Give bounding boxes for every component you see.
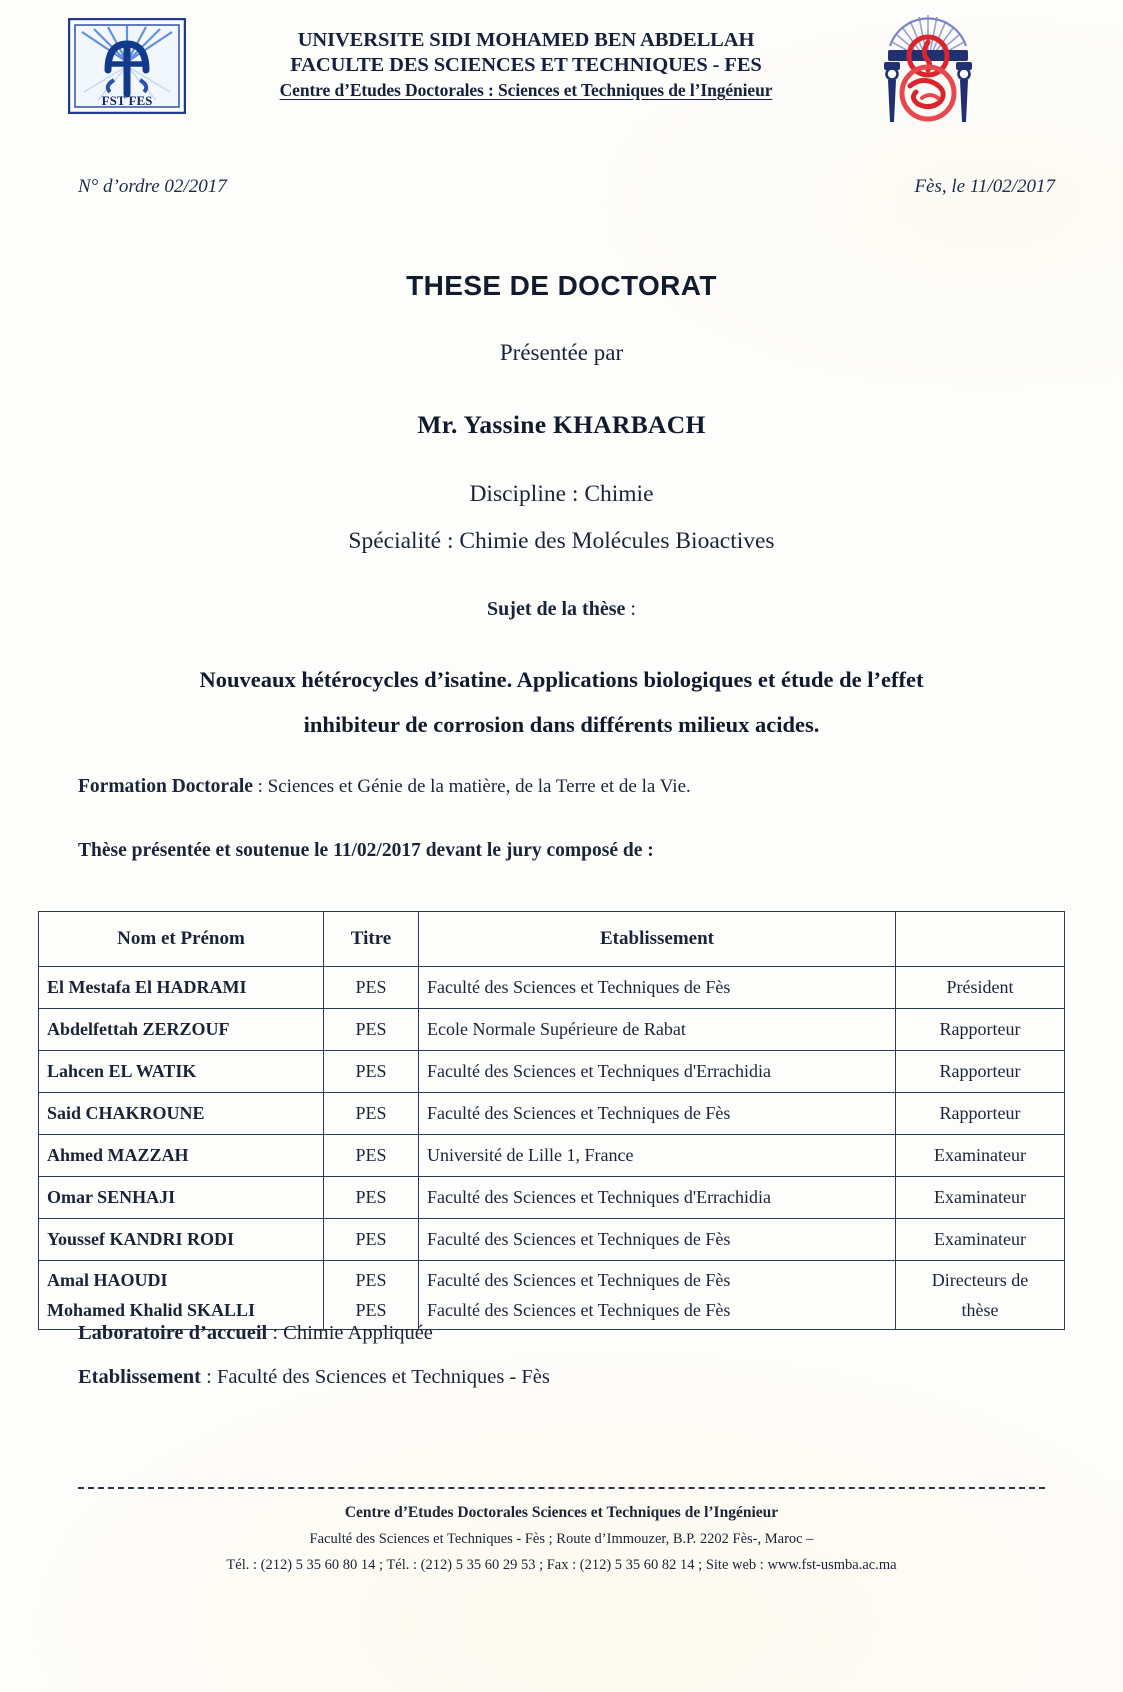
jury-role: Rapporteur: [896, 1093, 1065, 1135]
establishment-label: Etablissement: [78, 1366, 201, 1388]
doctoral-formation-label: Formation Doctorale: [78, 776, 253, 797]
table-row: [39, 1135, 1065, 1177]
thesis-director-name-2: Mohamed Khalid SKALLI: [47, 1300, 256, 1320]
document-footer: [0, 1500, 1123, 1578]
table-row: [39, 1219, 1065, 1261]
table-header-row: [39, 912, 1065, 967]
thesis-directors-titles: [324, 1261, 419, 1330]
usmba-university-crest: [866, 6, 990, 128]
footer-divider: [78, 1487, 1045, 1489]
table-row: [39, 1009, 1065, 1051]
jury-title: PES: [324, 1177, 419, 1219]
table-row: [39, 1177, 1065, 1219]
host-laboratory-row: [78, 1322, 433, 1345]
establishment-row: [78, 1366, 550, 1389]
thesis-director-title-1: PES: [355, 1270, 387, 1290]
jury-role: Rapporteur: [896, 1051, 1065, 1093]
speciality-line: Spécialité : Chimie des Molécules Bioactives: [348, 528, 775, 554]
column-header-nom: Nom et Prénom: [39, 912, 324, 967]
faculty-name: FACULTE DES SCIENCES ET TECHNIQUES - FES: [290, 54, 762, 76]
discipline-line: Discipline : Chimie: [469, 481, 654, 507]
order-number: N° d’ordre 02/2017: [78, 176, 227, 197]
jury-name: El Mestafa El HADRAMI: [39, 967, 324, 1009]
jury-title: PES: [324, 1051, 419, 1093]
defense-statement: Thèse présentée et soutenue le 11/02/2017 devant le jury composé de :: [78, 840, 654, 861]
jury-name: Said CHAKROUNE: [39, 1093, 324, 1135]
thesis-director-role-line-2: thèse: [961, 1300, 999, 1320]
jury-establishment: Université de Lille 1, France: [419, 1135, 896, 1177]
jury-role: Président: [896, 967, 1065, 1009]
host-laboratory-value: : Chimie Appliquée: [267, 1322, 433, 1344]
jury-role: Examinateur: [896, 1219, 1065, 1261]
jury-establishment: Faculté des Sciences et Techniques de Fès: [419, 967, 896, 1009]
doctoral-formation-row: [78, 776, 691, 798]
jury-title: PES: [324, 967, 419, 1009]
presented-by-label: Présentée par: [499, 340, 624, 365]
jury-role: Examinateur: [896, 1177, 1065, 1219]
column-header-titre: Titre: [324, 912, 419, 967]
jury-role: Rapporteur: [896, 1009, 1065, 1051]
fst-fes-logo: [68, 18, 186, 114]
thesis-subject-label-text: Sujet de la thèse: [487, 598, 626, 620]
jury-name: Ahmed MAZZAH: [39, 1135, 324, 1177]
thesis-subject-label-colon: :: [625, 598, 636, 620]
thesis-directors-establishments: [419, 1261, 896, 1330]
doctoral-formation-value: : Sciences et Génie de la matière, de la Terre et de la Vie.: [252, 776, 691, 797]
thesis-director-name-1: Amal HAOUDI: [47, 1270, 168, 1290]
fst-fes-logo-text: FST FES: [101, 93, 153, 108]
jury-name: Abdelfettah ZERZOUF: [39, 1009, 324, 1051]
jury-name: Youssef KANDRI RODI: [39, 1219, 324, 1261]
jury-establishment: Ecole Normale Supérieure de Rabat: [419, 1009, 896, 1051]
table-row: [39, 1093, 1065, 1135]
jury-title: PES: [324, 1135, 419, 1177]
jury-establishment: Faculté des Sciences et Techniques de Fès: [419, 1219, 896, 1261]
jury-name: Omar SENHAJI: [39, 1177, 324, 1219]
table-row: [39, 967, 1065, 1009]
table-row: [39, 1051, 1065, 1093]
thesis-directors-names: [39, 1261, 324, 1330]
thesis-directors-role: [896, 1261, 1065, 1330]
column-header-role: [896, 912, 1065, 967]
column-header-etablissement: Etablissement: [419, 912, 896, 967]
candidate-name: Mr. Yassine KHARBACH: [417, 410, 706, 439]
jury-role: Examinateur: [896, 1135, 1065, 1177]
thesis-subject-label: [0, 598, 1123, 621]
thesis-director-establishment-1: Faculté des Sciences et Techniques de Fès: [427, 1270, 731, 1290]
footer-center-name: Centre d’Etudes Doctorales Sciences et Techniques de l’Ingénieur: [344, 1504, 779, 1521]
doctoral-center-name: Centre d’Etudes Doctorales : Sciences et Techniques de l’Ingénieur: [279, 80, 773, 100]
jury-name: Lahcen EL WATIK: [39, 1051, 324, 1093]
thesis-director-title-2: PES: [355, 1300, 387, 1320]
jury-establishment: Faculté des Sciences et Techniques de Fès: [419, 1093, 896, 1135]
footer-contact: Tél. : (212) 5 35 60 80 14 ; Tél. : (212) 5 35 60 29 53 ; Fax : (212) 5 35 60 82 14 ; Site web : www.fst-usmba.ac.ma: [226, 1557, 897, 1573]
thesis-subject-line-2: inhibiteur de corrosion dans différents milieux acides.: [303, 712, 820, 737]
jury-table-header: [39, 912, 1065, 967]
jury-title: PES: [324, 1219, 419, 1261]
establishment-value: : Faculté des Sciences et Techniques - Fès: [201, 1366, 550, 1388]
thesis-director-role-line-1: Directeurs de: [931, 1270, 1029, 1290]
document-header: [0, 6, 1123, 124]
thesis-subject-text: [70, 657, 1053, 747]
host-laboratory-label: Laboratoire d’accueil: [78, 1322, 268, 1344]
place-and-date: Fès, le 11/02/2017: [914, 176, 1055, 197]
thesis-subject-line-1: Nouveaux hétérocycles d’isatine. Applications biologiques et étude de l’effet: [199, 667, 924, 692]
jury-establishment: Faculté des Sciences et Techniques d'Errachidia: [419, 1051, 896, 1093]
footer-address: Faculté des Sciences et Techniques - Fès ; Route d’Immouzer, B.P. 2202 Fès-, Maroc –: [309, 1531, 814, 1547]
jury-title: PES: [324, 1009, 419, 1051]
jury-table-body: [39, 967, 1065, 1330]
page-title: THESE DE DOCTORAT: [406, 270, 717, 301]
university-header-text: [196, 28, 856, 103]
jury-establishment: Faculté des Sciences et Techniques d'Errachidia: [419, 1177, 896, 1219]
table-row-directors: [39, 1261, 1065, 1330]
thesis-director-establishment-2: Faculté des Sciences et Techniques de Fès: [427, 1300, 731, 1320]
order-and-date-row: [78, 176, 1055, 198]
jury-table: [38, 911, 1065, 1330]
jury-title: PES: [324, 1093, 419, 1135]
university-name: UNIVERSITE SIDI MOHAMED BEN ABDELLAH: [297, 29, 755, 51]
